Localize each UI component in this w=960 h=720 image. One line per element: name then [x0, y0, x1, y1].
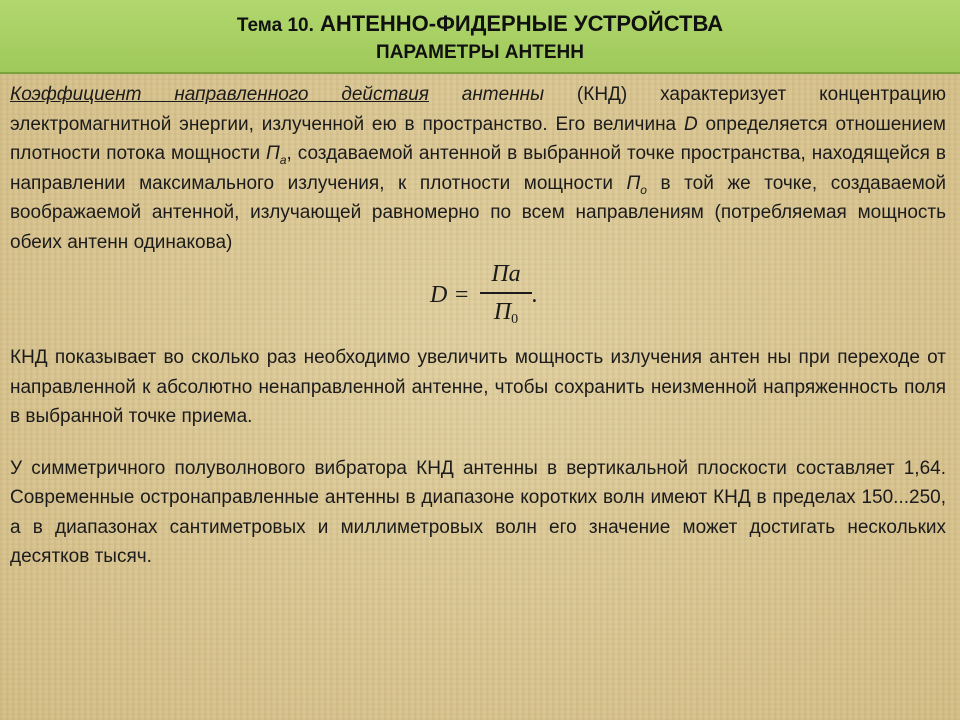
- symbol-d: D: [683, 113, 698, 135]
- formula-end: .: [532, 282, 538, 308]
- slide-title: [0, 10, 960, 40]
- formula-denominator: [480, 297, 532, 335]
- paragraph-explanation: КНД показывает во сколько раз необходимо увеличить мощность излучения антен ны при переходе от направленной к абсолютно ненаправленной антенне, чтобы сохранить неизменной напряженность поля в выбранной точке приема.: [10, 347, 946, 427]
- antenna-word: антенны: [461, 84, 545, 105]
- text-fragment: , создаваемой антенной в выбранной точке пространства, находящейся в направлении максимального излучения, к плотности мощности: [10, 143, 946, 194]
- topic-prefix: Тема 10.: [236, 15, 314, 36]
- symbol-pa: П: [266, 143, 280, 164]
- den-subscript: 0: [511, 311, 519, 327]
- formula-lhs: D =: [430, 282, 470, 308]
- slide-subtitle: ПАРАМЕТРЫ АНТЕНН: [376, 42, 584, 63]
- text-fragment: в той же точке, создаваемой воображаемой антенной, излучающей равномерно по всем направлениям (потребляемая мощность обеих антенн одинакова): [10, 172, 946, 253]
- text-fragment: (КНД) характеризует концентрацию электромагнитной энергии, излученной ею в пространство. Его величина: [10, 84, 946, 135]
- slide-body: [10, 80, 946, 572]
- symbol-po: П: [626, 172, 641, 194]
- paragraph-definition: [10, 80, 946, 257]
- topic-title: АНТЕННО-ФИДЕРНЫЕ УСТРОЙСТВА: [320, 11, 724, 36]
- formula-fraction: [480, 259, 532, 335]
- symbol-po-sub: о: [640, 182, 647, 197]
- text-fragment: определяется отношением плотности потока мощности: [10, 113, 946, 164]
- den-letter: П: [493, 298, 512, 325]
- formula-numerator: Па: [491, 261, 521, 287]
- symbol-pa-sub: а: [279, 152, 287, 167]
- slide-header: [0, 0, 960, 74]
- text-fragment: [429, 84, 462, 105]
- fraction-bar: [480, 292, 532, 294]
- paragraph-values: У симметричного полуволнового вибратора КНД антенны в вертикальной плоскости составляет 1,64. Современные остронаправленные антенны в диапазоне коротких волн имеют КНД в пределах 150...250, а в диапазонах сантиметровых и миллиметровых волн его значение может достигать нескольких десятков тысяч.: [10, 457, 946, 567]
- formula-d: [10, 259, 946, 335]
- term-knd: Коэффициент направленного действия: [10, 84, 429, 105]
- paragraph-gap: [10, 432, 946, 454]
